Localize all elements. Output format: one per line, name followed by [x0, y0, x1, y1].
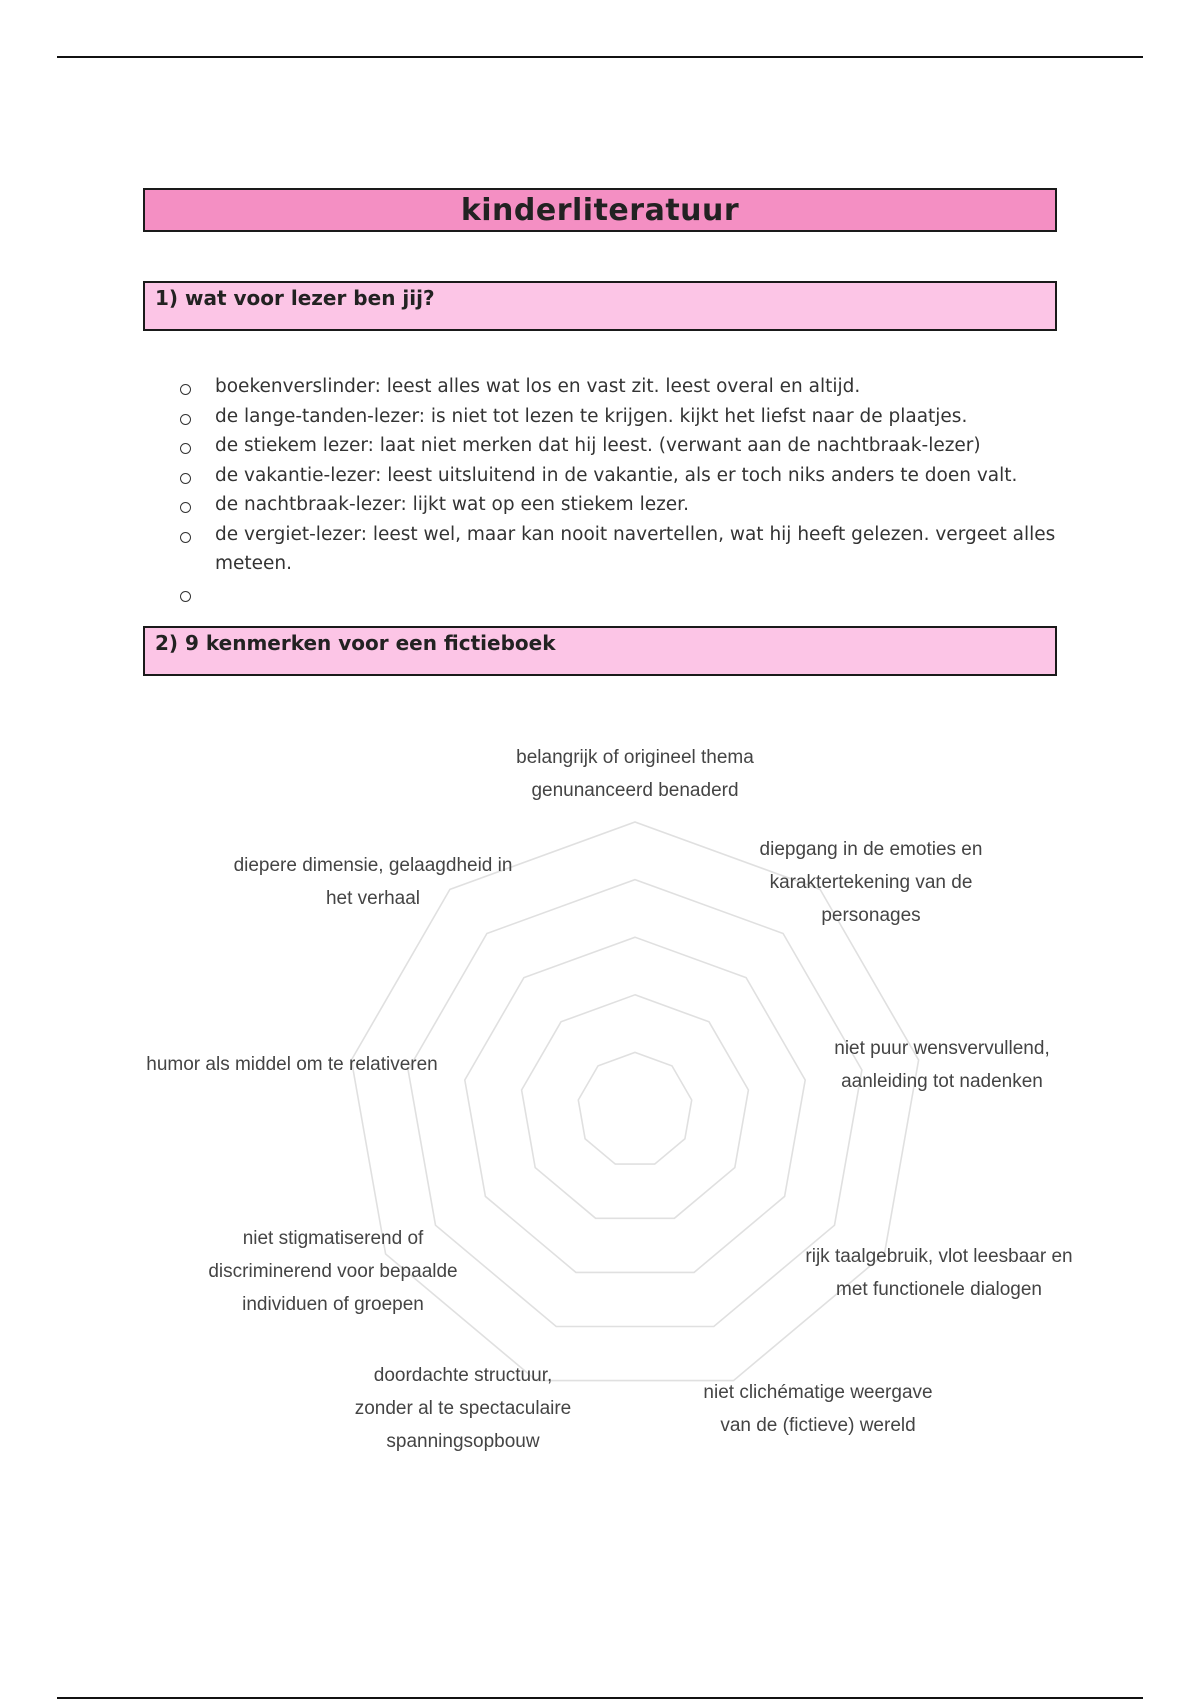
radar-ring-4 [408, 880, 862, 1327]
radar-axis-label-line: niet clichématige weergave [703, 1382, 933, 1403]
radar-axis-label-line: van de (fictieve) wereld [720, 1415, 916, 1436]
list-item: de vakantie-lezer: leest uitsluitend in de vakantie, als er toch niks anders te doen valt. [178, 461, 1058, 491]
radar-axis-label-8 [146, 1054, 437, 1075]
page-title: kinderliteratuur [460, 192, 740, 228]
radar-axis-label-line: rijk taalgebruik, vlot leesbaar en [805, 1246, 1073, 1267]
list-item: de vergiet-lezer: leest wel, maar kan nooit navertellen, wat hij heeft gelezen. vergeet alles meteen. [178, 520, 1058, 579]
radar-axis-label-4 [805, 1246, 1072, 1300]
section-1-heading: 1) wat voor lezer ben jij? [155, 286, 435, 310]
radar-axis-label-line: humor als middel om te relativeren [146, 1054, 438, 1075]
radar-ring-3 [465, 937, 805, 1272]
radar-axis-label-line: diepere dimensie, gelaagdheid in [233, 855, 513, 876]
radar-axis-label-5 [703, 1382, 932, 1436]
radar-axis-label-line: personages [821, 905, 921, 926]
radar-axis-label-3 [834, 1038, 1049, 1092]
radar-axis-label-line: diepgang in de emoties en [759, 839, 983, 860]
radar-axis-label-line: het verhaal [325, 888, 421, 909]
radar-axis-label-line: individuen of groepen [242, 1294, 424, 1315]
radar-axis-label-line: doordachte structuur, [373, 1365, 553, 1386]
list-item: de lange-tanden-lezer: is niet tot lezen te krijgen. kijkt het liefst naar de plaatjes. [178, 402, 1058, 432]
radar-axis-label-line: met functionele dialogen [836, 1279, 1042, 1300]
radar-axis-label-line: niet puur wensvervullend, [834, 1038, 1050, 1059]
radar-axis-label-line: karaktertekening van de [769, 872, 973, 893]
radar-axis-label-7 [208, 1228, 457, 1315]
radar-ring-1 [578, 1052, 691, 1164]
radar-axis-label-line: discriminerend voor bepaalde [208, 1261, 458, 1282]
radar-axis-label-line: spanningsopbouw [386, 1431, 540, 1452]
radar-axis-label-line: belangrijk of origineel thema [516, 747, 754, 768]
radar-axis-label-line: genunanceerd benaderd [531, 780, 739, 801]
radar-axis-label-line: aanleiding tot nadenken [841, 1071, 1043, 1092]
radar-ring-2 [522, 995, 749, 1219]
section-2-heading: 2) 9 kenmerken voor een fictieboek [155, 631, 556, 655]
list-item: boekenverslinder: leest alles wat los en vast zit. leest overal en altijd. [178, 372, 1058, 402]
footer-rule [57, 1697, 1143, 1699]
radar-axis-label-6 [355, 1365, 572, 1452]
radar-axis-label-line: zonder al te spectaculaire [354, 1398, 572, 1419]
list-item: de stiekem lezer: laat niet merken dat hij leest. (verwant aan de nachtbraak-lezer) [178, 431, 1058, 461]
radar-axis-label-1 [516, 747, 754, 801]
list-item: de nachtbraak-lezer: lijkt wat op een stiekem lezer. [178, 490, 1058, 520]
radar-axis-label-2 [760, 839, 983, 926]
radar-axis-label-line: niet stigmatiserend of [242, 1228, 424, 1249]
